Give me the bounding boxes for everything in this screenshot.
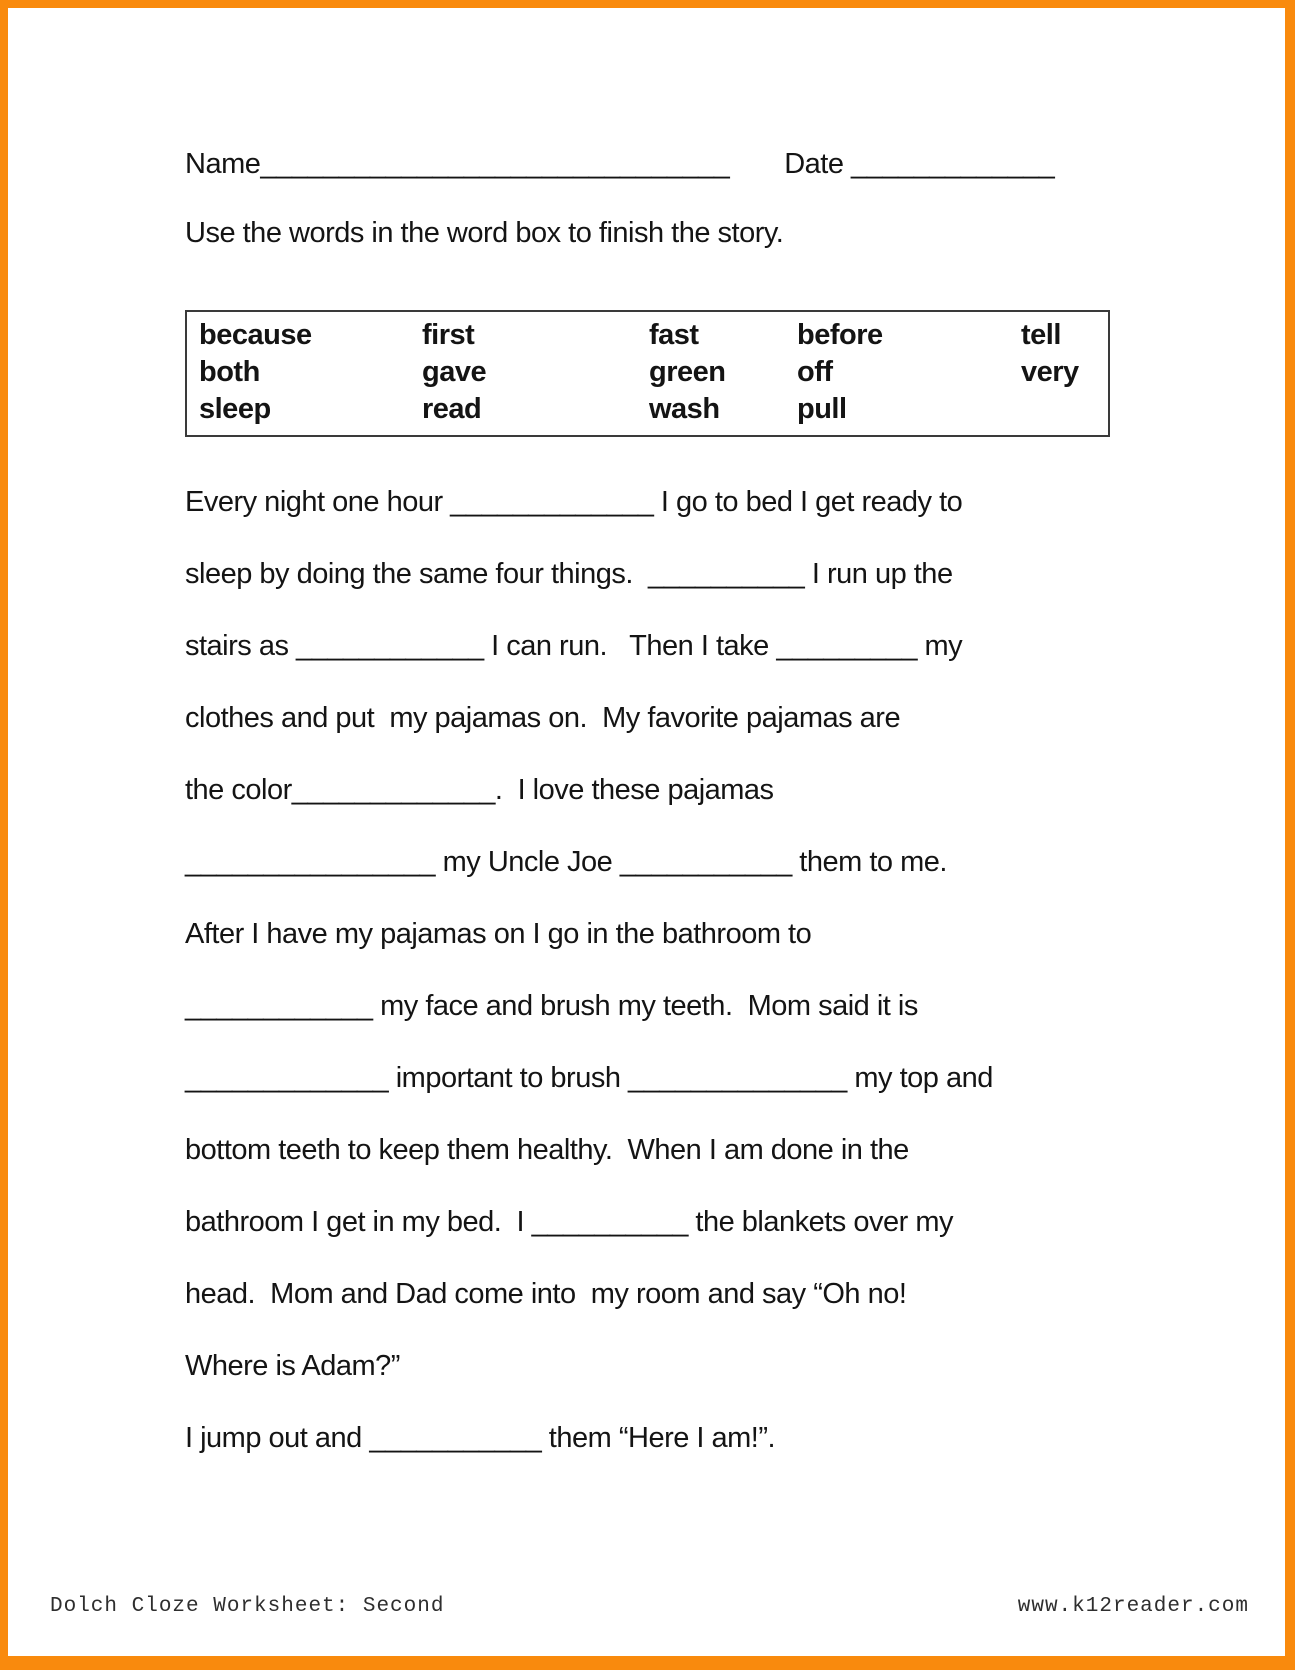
word-box-word: [1021, 391, 1108, 428]
story-line: ____________ my face and brush my teeth. Mom said it is: [185, 990, 918, 1022]
worksheet-content: [185, 8, 1135, 1455]
story-line: bathroom I get in my bed. I __________ the blankets over my: [185, 1206, 953, 1238]
story-line: clothes and put my pajamas on. My favorite pajamas are: [185, 702, 901, 734]
word-box-word: wash: [649, 393, 720, 425]
word-box-word: off: [797, 356, 833, 388]
word-box-word: tell: [1021, 319, 1061, 351]
name-field: Name______________________________: [185, 148, 730, 180]
word-box-word: sleep: [199, 393, 271, 425]
story-line: the color_____________. I love these pajamas: [185, 774, 774, 806]
word-box-word: pull: [797, 393, 847, 425]
footer-worksheet-title: Dolch Cloze Worksheet: Second: [50, 1595, 445, 1618]
story-line: sleep by doing the same four things. __________ I run up the: [185, 558, 953, 590]
story-line: I jump out and ___________ them “Here I am!”.: [185, 1422, 776, 1454]
word-box-word: fast: [649, 319, 699, 351]
word-box-word: because: [199, 319, 312, 351]
word-box-word: first: [422, 319, 475, 351]
story-line: stairs as ____________ I can run. Then I take _________ my: [185, 630, 963, 662]
word-box: [185, 310, 1110, 437]
story-line: head. Mom and Dad come into my room and say “Oh no!: [185, 1278, 907, 1310]
story-line: After I have my pajamas on I go in the bathroom to: [185, 918, 812, 950]
word-box-word: very: [1021, 356, 1079, 388]
story-line: Where is Adam?”: [185, 1350, 400, 1382]
word-box-word: gave: [422, 356, 487, 388]
word-box-word: green: [649, 356, 726, 388]
story-paragraph: [185, 447, 1135, 1455]
worksheet-page: [8, 8, 1285, 1656]
date-field: Date _____________: [784, 148, 1055, 180]
footer: [50, 1595, 1249, 1618]
word-box-word: before: [797, 319, 883, 351]
word-box-word: both: [199, 356, 260, 388]
story-line: ________________ my Uncle Joe ___________ them to me.: [185, 846, 947, 878]
header-row: [185, 8, 1135, 181]
instruction-text: Use the words in the word box to finish the story.: [185, 217, 784, 249]
footer-website: www.k12reader.com: [1017, 1595, 1249, 1618]
story-line: Every night one hour _____________ I go to bed I get ready to: [185, 486, 963, 518]
word-box-word: read: [422, 393, 482, 425]
story-line: bottom teeth to keep them healthy. When I am done in the: [185, 1134, 909, 1166]
story-line: _____________ important to brush ______________ my top and: [185, 1062, 993, 1094]
